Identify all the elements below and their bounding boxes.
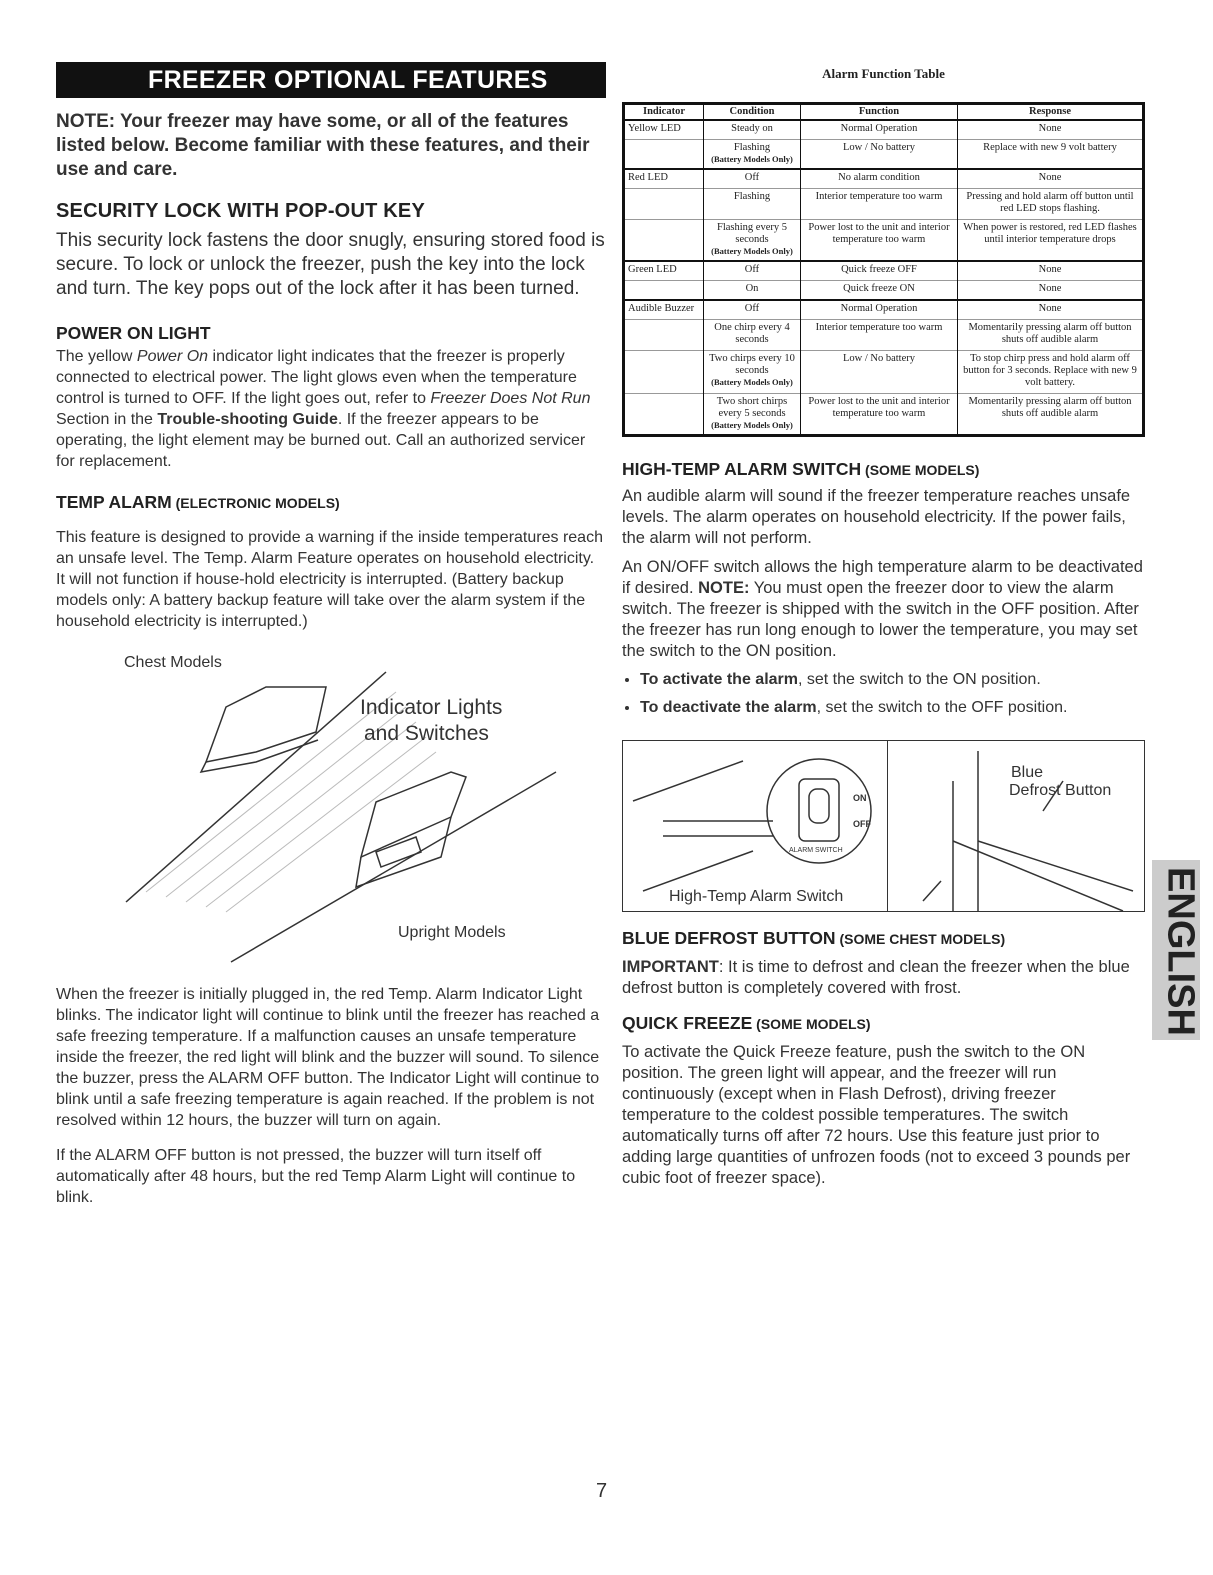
cell-indicator-text: Yellow LED bbox=[628, 123, 681, 134]
cell-response-text: Pressing and hold alarm off button until red LED stops flashing. bbox=[966, 191, 1134, 214]
switch-drawing bbox=[623, 741, 1146, 911]
cell-function-text: Normal Operation bbox=[840, 303, 918, 314]
cell-response bbox=[958, 394, 1144, 436]
cell-condition bbox=[704, 351, 801, 394]
cell-condition-text: Steady on bbox=[731, 123, 773, 134]
battery-models-note: (Battery Models Only) bbox=[711, 377, 793, 387]
table-row bbox=[624, 281, 1144, 301]
upright-models-label: Upright Models bbox=[398, 924, 506, 941]
cell-condition bbox=[704, 261, 801, 281]
defrost-button-label: Defrost Button bbox=[1009, 782, 1112, 799]
temp-alarm-heading: TEMP ALARM (ELECTRONIC MODELS) bbox=[56, 492, 340, 512]
cell-condition bbox=[704, 320, 801, 351]
cell-response bbox=[958, 189, 1144, 220]
battery-models-note: (Battery Models Only) bbox=[711, 246, 793, 256]
table-row bbox=[624, 394, 1144, 436]
table-row bbox=[624, 120, 1144, 140]
cell-condition-text: Off bbox=[744, 303, 760, 314]
cell-condition bbox=[704, 189, 801, 220]
cell-response-text: None bbox=[1038, 264, 1062, 275]
temp-alarm-text3: If the ALARM OFF button is not pressed, the buzzer will turn itself off automatically after 48 hours, but the red Temp Alarm Light will continue to blink. bbox=[56, 1147, 576, 1206]
cell-indicator-text: Green LED bbox=[628, 264, 677, 275]
cell-function bbox=[801, 140, 958, 170]
cell-function bbox=[801, 320, 958, 351]
page-number: 7 bbox=[596, 1480, 608, 1502]
high-temp-p1: An audible alarm will sound if the freezer temperature reaches unsafe levels. The alarm operates on household electricity. If the power fails, the alarm will not perform. bbox=[622, 487, 1131, 547]
cell-response bbox=[958, 300, 1144, 320]
cell-response bbox=[958, 220, 1144, 262]
freezer-illustration bbox=[56, 652, 606, 972]
battery-models-note: (Battery Models Only) bbox=[711, 420, 793, 430]
cell-function-text: Low / No battery bbox=[842, 142, 916, 153]
cell-indicator bbox=[624, 169, 704, 189]
list-item: • To activate the alarm, set the switch to the ON position. bbox=[640, 668, 1145, 692]
switch-text-label: ALARM SWITCH bbox=[789, 847, 843, 854]
quick-freeze-text: To activate the Quick Freeze feature, push the switch to the ON position. The green light will appear, and the freezer will run continuously (except when in Flash Defrost), driving freezer temperature to the coldest possible temperatures. The switch automatically turns off after 72 hours. Use this feature just prior to adding large quantities of unfrozen foods (not to exceed 3 pounds per cubic foot of freezer space). bbox=[622, 1043, 1131, 1187]
table-row bbox=[624, 169, 1144, 189]
security-heading: SECURITY LOCK WITH POP-OUT KEY bbox=[56, 200, 425, 222]
cell-response bbox=[958, 140, 1144, 170]
cell-indicator bbox=[624, 320, 704, 351]
cell-condition bbox=[704, 300, 801, 320]
switch-figure bbox=[622, 740, 1145, 912]
table-row bbox=[624, 261, 1144, 281]
language-tab-label: ENGLISH bbox=[1159, 867, 1202, 1036]
cell-function-text: No alarm condition bbox=[838, 172, 920, 183]
cell-function-text: Low / No battery bbox=[842, 353, 916, 364]
table-row bbox=[624, 140, 1144, 170]
cell-response-text: To stop chirp press and hold alarm off button for 3 seconds. Replace with new 9 volt battery. bbox=[963, 353, 1137, 388]
high-temp-p2: An ON/OFF switch allows the high temperature alarm to be deactivated if desired. NOTE: You must open the freezer door to view the alarm switch. The freezer is shipped with the switch in the OFF position. After the freezer has run long enough to lower the temperature, you may set the switch to the ON position. bbox=[622, 558, 1143, 660]
cell-indicator bbox=[624, 281, 704, 301]
alarm-table-title: Alarm Function Table bbox=[822, 66, 945, 81]
power-text: The yellow Power On indicator light indicates that the freezer is properly connected to electrical power. The light glows even when the temperature control is turned to OFF. If the light goes out, refer to Freezer Does Not Run Section in the Trouble-shooting Guide. If the freezer appears to be operating, the light element may be burned out. Call an authorized servicer for replacement. bbox=[56, 348, 591, 470]
cell-condition-text: Two short chirps every 5 seconds bbox=[716, 396, 788, 419]
cell-indicator bbox=[624, 300, 704, 320]
left-column bbox=[56, 62, 606, 1208]
alarm-table-body bbox=[624, 120, 1144, 436]
cell-function bbox=[801, 189, 958, 220]
table-row bbox=[624, 189, 1144, 220]
table-header-row bbox=[624, 104, 1144, 121]
cell-response bbox=[958, 351, 1144, 394]
cell-function-text: Power lost to the unit and interior temperature too warm bbox=[808, 396, 950, 419]
cell-function-text: Power lost to the unit and interior temperature too warm bbox=[808, 222, 950, 245]
switch-off-label: OFF bbox=[853, 819, 871, 829]
table-row bbox=[624, 220, 1144, 262]
freezer-drawing bbox=[56, 652, 606, 972]
list-item: • To deactivate the alarm, set the switch to the OFF position. bbox=[640, 696, 1145, 720]
cell-response bbox=[958, 120, 1144, 140]
cell-function-text: Quick freeze ON bbox=[843, 283, 915, 294]
cell-indicator bbox=[624, 120, 704, 140]
language-tab bbox=[1152, 860, 1200, 1040]
security-text: This security lock fastens the door snugly, ensuring stored food is secure. To lock or unlock the freezer, push the key into the lock and turn. The key pops out of the lock after it has been turned. bbox=[56, 230, 605, 299]
cell-function bbox=[801, 281, 958, 301]
cell-indicator-text: Audible Buzzer bbox=[628, 303, 695, 314]
table-row bbox=[624, 300, 1144, 320]
cell-function bbox=[801, 261, 958, 281]
cell-indicator bbox=[624, 261, 704, 281]
cell-condition bbox=[704, 220, 801, 262]
cell-indicator bbox=[624, 140, 704, 170]
cell-response-text: Replace with new 9 volt battery bbox=[983, 142, 1117, 153]
indicator-label-2: and Switches bbox=[364, 722, 489, 745]
cell-function-text: Interior temperature too warm bbox=[815, 322, 943, 333]
cell-response bbox=[958, 320, 1144, 351]
cell-function-text: Normal Operation bbox=[840, 123, 918, 134]
cell-condition-text: Flashing bbox=[733, 142, 771, 153]
cell-response-text: None bbox=[1038, 172, 1062, 183]
page-banner: FREEZER OPTIONAL FEATURES bbox=[56, 62, 606, 98]
battery-models-note: (Battery Models Only) bbox=[711, 154, 793, 164]
cell-function bbox=[801, 120, 958, 140]
cell-response bbox=[958, 261, 1144, 281]
temp-alarm-text: This feature is designed to provide a warning if the inside temperatures reach an unsafe level. The Temp. Alarm Feature operates on household electricity. It will not function if house-hold electricity is interrupted. (Battery backup models only: A battery backup feature will take over the alarm system if the household electricity is interrupted.) bbox=[56, 529, 603, 630]
high-temp-switch-label: High-Temp Alarm Switch bbox=[669, 888, 844, 905]
switch-on-label: ON bbox=[853, 793, 867, 803]
cell-condition-text: Two chirps every 10 seconds bbox=[709, 353, 795, 376]
cell-condition bbox=[704, 281, 801, 301]
intro-note: NOTE: Your freezer may have some, or all of the features listed below. Become familiar with these features, and their use and care. bbox=[56, 111, 590, 180]
cell-function bbox=[801, 351, 958, 394]
header-response: Response bbox=[958, 104, 1144, 121]
quick-freeze-heading: QUICK FREEZE (SOME MODELS) bbox=[622, 1013, 871, 1033]
cell-response-text: When power is restored, red LED flashes until interior temperature drops bbox=[963, 222, 1137, 245]
cell-function-text: Interior temperature too warm bbox=[815, 191, 943, 202]
cell-condition bbox=[704, 140, 801, 170]
power-heading: POWER ON LIGHT bbox=[56, 323, 211, 343]
temp-alarm-text2: When the freezer is initially plugged in, the red Temp. Alarm Indicator Light blinks. The indicator light will continue to blink until the freezer has reached a safe freezing temperature. If a malfunction causes an unsafe temperature inside the freezer, the red light will blink and the buzzer will sound. To silence the buzzer, press the ALARM OFF button. The Indicator Light will continue to blink until a safe freezing temperature is again reached. If the problem is not resolved within 12 hours, the buzzer will turn on again. bbox=[56, 986, 600, 1129]
cell-condition-text: Flashing bbox=[733, 191, 771, 202]
cell-response-text: Momentarily pressing alarm off button shuts off audible alarm bbox=[968, 396, 1132, 419]
high-temp-bullets bbox=[622, 668, 1145, 720]
cell-condition bbox=[704, 169, 801, 189]
blue-label: Blue bbox=[1011, 764, 1044, 781]
chest-models-label: Chest Models bbox=[124, 654, 222, 671]
cell-condition bbox=[704, 120, 801, 140]
cell-response bbox=[958, 281, 1144, 301]
cell-function-text: Quick freeze OFF bbox=[841, 264, 917, 275]
cell-function bbox=[801, 300, 958, 320]
cell-indicator bbox=[624, 394, 704, 436]
cell-indicator bbox=[624, 220, 704, 262]
cell-response-text: None bbox=[1038, 303, 1062, 314]
table-row bbox=[624, 320, 1144, 351]
cell-function bbox=[801, 220, 958, 262]
cell-condition-text: Flashing every 5 seconds bbox=[717, 222, 787, 245]
right-column bbox=[622, 66, 1145, 1189]
cell-condition bbox=[704, 394, 801, 436]
header-function: Function bbox=[801, 104, 958, 121]
high-temp-heading: HIGH-TEMP ALARM SWITCH (SOME MODELS) bbox=[622, 459, 980, 479]
cell-condition-text: Off bbox=[744, 264, 760, 275]
table-row bbox=[624, 351, 1144, 394]
figure-divider bbox=[887, 741, 888, 911]
header-indicator: Indicator bbox=[624, 104, 704, 121]
cell-response-text: None bbox=[1038, 123, 1062, 134]
cell-condition-text: Off bbox=[744, 172, 760, 183]
cell-function bbox=[801, 169, 958, 189]
cell-condition-text: On bbox=[745, 283, 759, 294]
cell-response bbox=[958, 169, 1144, 189]
cell-response-text: Momentarily pressing alarm off button shuts off audible alarm bbox=[968, 322, 1132, 345]
cell-function bbox=[801, 394, 958, 436]
cell-response-text: None bbox=[1038, 283, 1062, 294]
blue-defrost-text: IMPORTANT: It is time to defrost and clean the freezer when the blue defrost button is completely covered with frost. bbox=[622, 958, 1130, 997]
header-condition: Condition bbox=[704, 104, 801, 121]
cell-indicator bbox=[624, 351, 704, 394]
alarm-function-table bbox=[622, 102, 1145, 437]
blue-defrost-heading: BLUE DEFROST BUTTON (SOME CHEST MODELS) bbox=[622, 928, 1006, 948]
cell-indicator bbox=[624, 189, 704, 220]
indicator-label-1: Indicator Lights bbox=[360, 696, 503, 719]
cell-indicator-text: Red LED bbox=[628, 172, 668, 183]
cell-condition-text: One chirp every 4 seconds bbox=[714, 322, 790, 345]
